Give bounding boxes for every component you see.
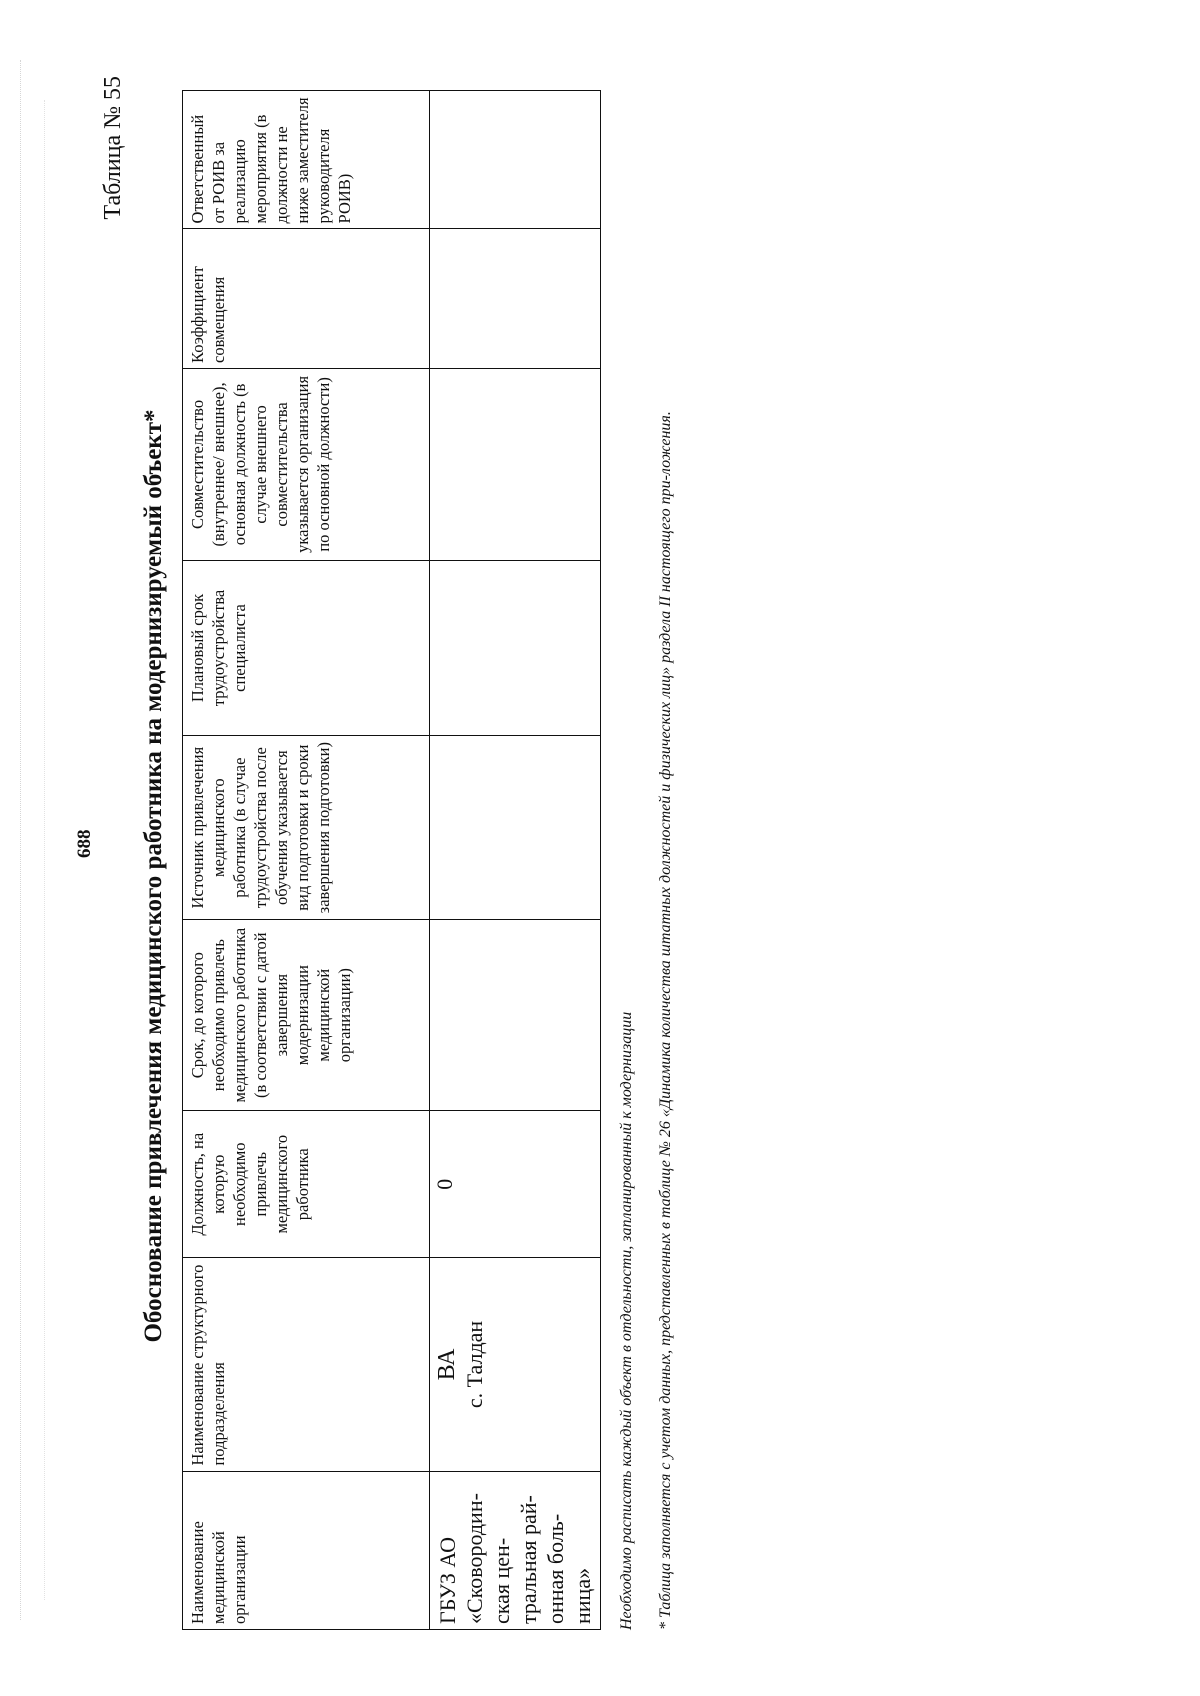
page-number: 688 xyxy=(74,829,95,858)
unit-location: с. Талдан xyxy=(462,1320,487,1409)
cell-deadline xyxy=(430,920,601,1111)
header-organization: Наименование медицинской организации xyxy=(183,1471,430,1629)
table-number: Таблица № 55 xyxy=(100,76,126,220)
footnote: * Таблица заполняется с учетом данных, представленных в таблице № 26 «Динамика количества штатных должностей и физических лиц» раздела II настоящего при-ложения. xyxy=(657,411,674,1630)
cell-coefficient xyxy=(430,229,601,369)
header-position: Должность, на которую необходимо привлечь медицинского работника xyxy=(183,1111,430,1258)
cell-responsible xyxy=(430,91,601,229)
cell-position: 0 xyxy=(430,1111,601,1258)
header-planned-date: Плановый срок трудоустройства специалиста xyxy=(183,560,430,735)
header-responsible: Ответственный от РОИВ за реализацию мероприятия (в должности не ниже заместителя руководителя РОИВ) xyxy=(183,91,430,229)
cell-planned-date xyxy=(430,560,601,735)
header-coefficient: Коэффициент совмещения xyxy=(183,229,430,369)
cell-source xyxy=(430,736,601,920)
justification-table xyxy=(182,90,601,1630)
cell-unit xyxy=(430,1258,601,1471)
rotated-page xyxy=(20,56,1120,1676)
header-deadline: Срок, до которого необходимо привлечь медицинского работника (в соответствии с датой завершения модернизации медицинской организации) xyxy=(183,920,430,1111)
cell-combination xyxy=(430,368,601,560)
instruction-note: Необходимо расписать каждый объект в отдельности, запланированный к модернизации xyxy=(618,1011,635,1630)
table-header-row xyxy=(183,91,430,1630)
unit-code: ВА xyxy=(434,1348,460,1381)
table-row xyxy=(430,91,601,1630)
header-combination: Совместительство (внутреннее/ внешнее), основная должность (в случае внешнего совместительства указывается организация по основной должности) xyxy=(183,368,430,560)
header-source: Источник привлечения медицинского работника (в случае трудоустройства после обучения указывается вид подготовки и сроки завершения подготовки) xyxy=(183,736,430,920)
document-title: Обоснование привлечения медицинского работника на модернизируемый объект* xyxy=(140,409,167,1343)
header-unit: Наименование структурного подразделения xyxy=(183,1258,430,1471)
cell-organization: ГБУЗ АО «Сковородин-ская цен-тральная рай-онная боль-ница» xyxy=(430,1471,601,1629)
